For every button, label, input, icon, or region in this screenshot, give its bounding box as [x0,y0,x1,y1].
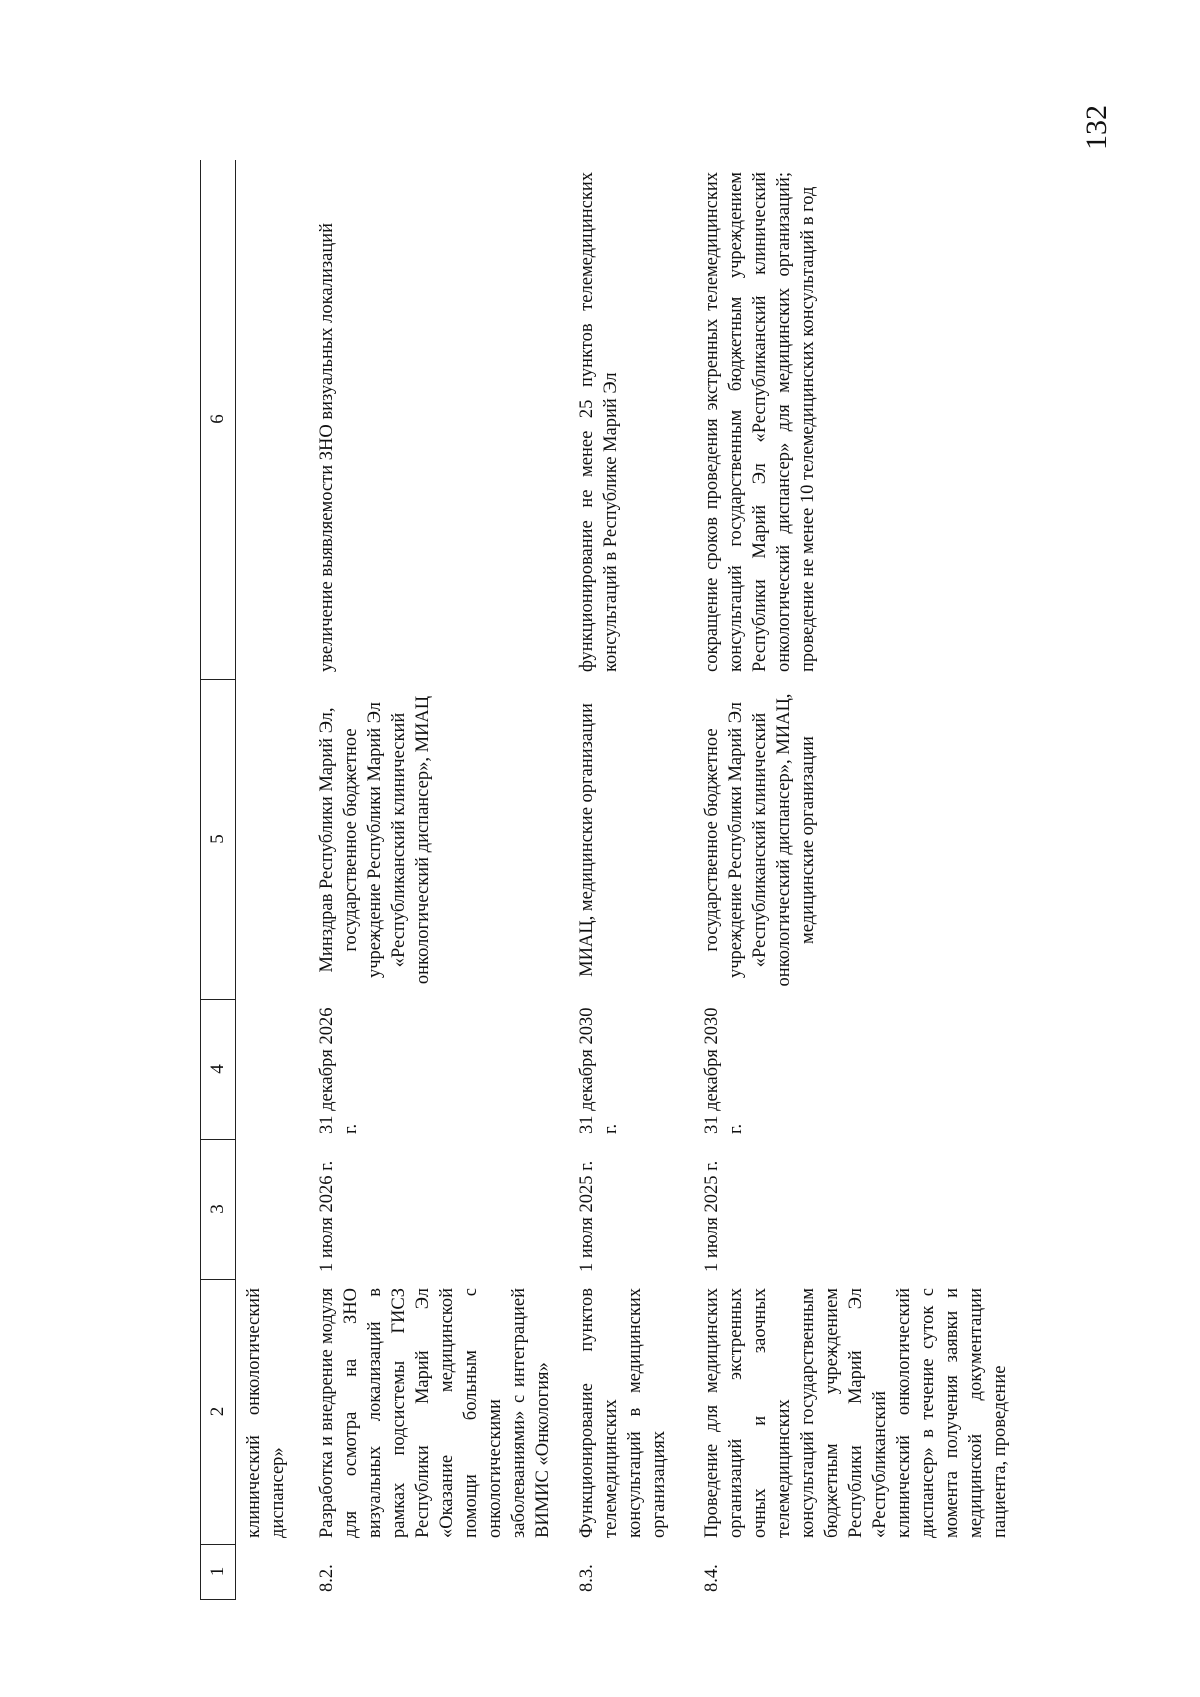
row-number: 8.4. [702,1564,722,1592]
row-description: Разработка и внедрение модуля для осмотра на ЗНО визуальных локализаций в рамках подсистемы ГИСЗ Республики Марий Эл «Оказание медицинской помощи больным с онкологическими заболеваниями» с интеграцией ВИМИС «Онкология» [317,1288,553,1538]
row-end-date: 31 декабря 2030 г. [702,1007,746,1134]
continuation-cell: клинический онкологический диспансер» [244,1288,288,1538]
row-responsible: Минздрав Республики Марий Эл, государственное бюджетное учреждение Республики Марий Эл «Республиканский клинический онкологический диспансер», МИАЦ [317,695,433,985]
row-start-date: 1 июля 2025 г. [577,1160,597,1272]
row-description: Функционирование пунктов телемедицинских консультаций в медицинских организациях [577,1288,669,1538]
row-start-date: 1 июля 2026 г. [317,1160,337,1272]
header-col-6: 6 [201,159,235,680]
row-result: увеличение выявляемости ЗНО визуальных локализаций [317,222,337,672]
row-description: Проведение для медицинских организаций экстренных очных и заочных телемедицинских консультаций государственным бюджетным учреждением Республики Марий Эл «Республиканский клинический онкологический диспансер» в течение суток с момента получения заявки и медицинской документации пациента, проведение [702,1288,1010,1538]
header-col-5: 5 [201,679,235,1000]
row-result: функционирование не менее 25 пунктов телемедицинских консультаций в Республике Марий Эл [577,172,621,672]
row-end-date: 31 декабря 2030 г. [577,1007,621,1134]
row-number: 8.3. [577,1564,597,1592]
table-header-row [200,160,236,1600]
row-responsible: МИАЦ, медицинские организации [577,703,597,977]
row-number: 8.2. [317,1564,337,1592]
row-end-date: 31 декабря 2026 г. [317,1007,361,1134]
page-number: 132 [1080,105,1113,150]
row-responsible: государственное бюджетное учреждение Республики Марий Эл «Республиканский клинический онкологический диспансер», МИАЦ, медицинские организации [702,693,818,987]
header-col-4: 4 [201,999,235,1140]
header-col-3: 3 [201,1139,235,1280]
header-col-2: 2 [201,1279,235,1545]
row-result: сокращение сроков проведения экстренных телемедицинских консультаций государственным бюджетным учреждением Республики Марий Эл «Республиканский клинический онкологический диспансер» для медицинских организаций; проведение не менее 10 телемедицинских консультаций в год [702,172,818,672]
rotated-table [200,160,1200,1600]
header-col-1: 1 [201,1544,235,1600]
row-start-date: 1 июля 2025 г. [702,1160,722,1272]
